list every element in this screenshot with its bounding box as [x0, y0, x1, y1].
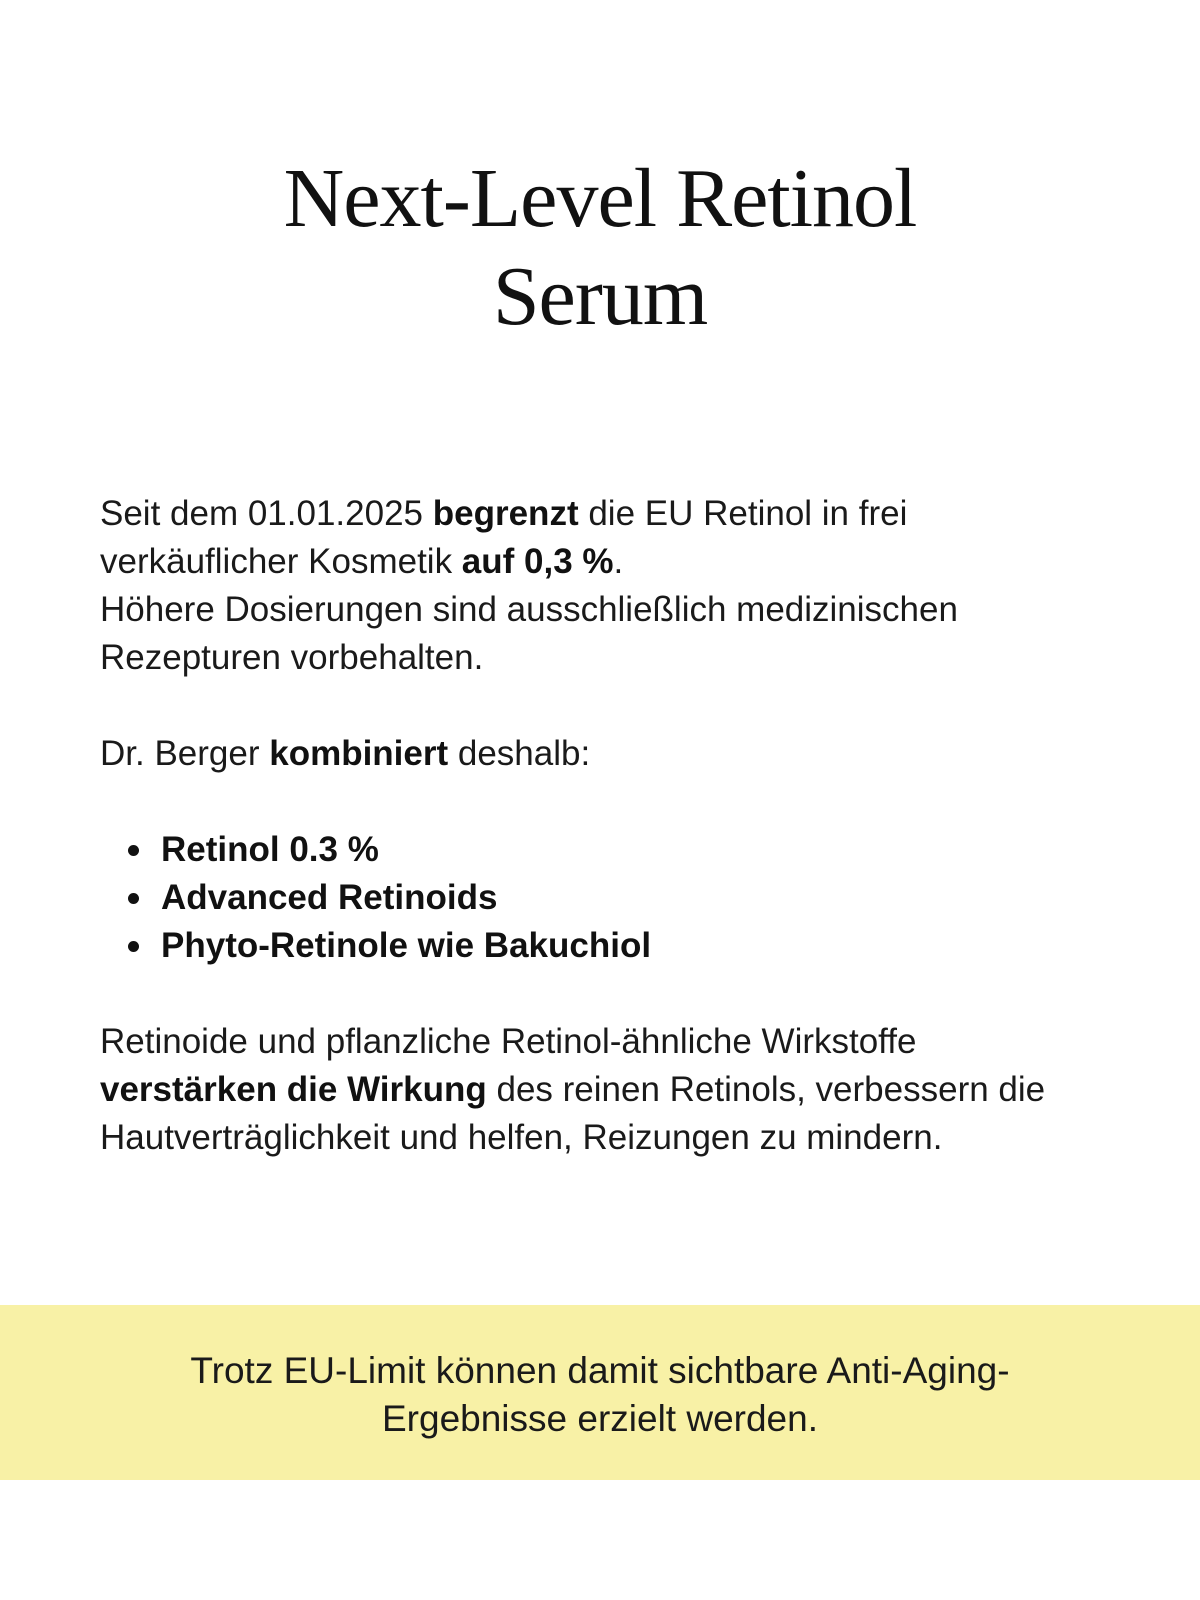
bullet-icon [128, 845, 139, 856]
ingredient-label: Phyto-Retinole wie Bakuchiol [161, 926, 652, 965]
page-title [0, 150, 1200, 346]
ingredient-label: Advanced Retinoids [161, 878, 498, 917]
footer-banner [0, 1305, 1200, 1480]
title-line-1: Next-Level Retinol [283, 152, 917, 245]
intro-bold-limit: auf 0,3 % [461, 542, 614, 581]
list-item [100, 922, 1100, 970]
bullet-icon [128, 893, 139, 904]
combines-bold: kombiniert [269, 734, 449, 773]
combines-text-1: Dr. Berger [100, 734, 270, 773]
list-item [100, 874, 1100, 922]
ingredient-label: Retinol 0.3 % [161, 830, 379, 869]
bullet-icon [128, 941, 139, 952]
intro-paragraph [100, 490, 1100, 586]
spacer [100, 682, 1100, 730]
list-item [100, 826, 1100, 874]
body-content [100, 490, 1100, 1162]
effect-text-1: Retinoide und pflanzliche Retinol-ähnliche Wirkstoffe [100, 1022, 917, 1061]
dosage-paragraph: Höhere Dosierungen sind ausschließlich medizinischen Rezepturen vorbehalten. [100, 590, 958, 677]
ingredient-list [100, 826, 1100, 970]
effect-paragraph [100, 1018, 1100, 1162]
intro-text-1: Seit dem 01.01.2025 [100, 494, 433, 533]
spacer [100, 970, 1100, 1018]
combines-paragraph [100, 730, 1100, 778]
title-line-2: Serum [492, 250, 708, 343]
spacer [100, 778, 1100, 826]
intro-text-3: . [613, 542, 624, 581]
combines-text-2: deshalb: [448, 734, 591, 773]
intro-bold-begrenzt: begrenzt [432, 494, 579, 533]
footer-text: Trotz EU-Limit können damit sichtbare Anti-Aging-Ergebnisse erzielt werden. [190, 1350, 1010, 1439]
effect-text-2: des reinen Retinols, verbessern die Hautverträglichkeit und helfen, Reizungen zu mindern. [100, 1070, 1046, 1157]
effect-bold: verstärken die Wirkung [100, 1070, 487, 1109]
intro-text-2: die EU Retinol in frei verkäuflicher Kosmetik [100, 494, 908, 581]
